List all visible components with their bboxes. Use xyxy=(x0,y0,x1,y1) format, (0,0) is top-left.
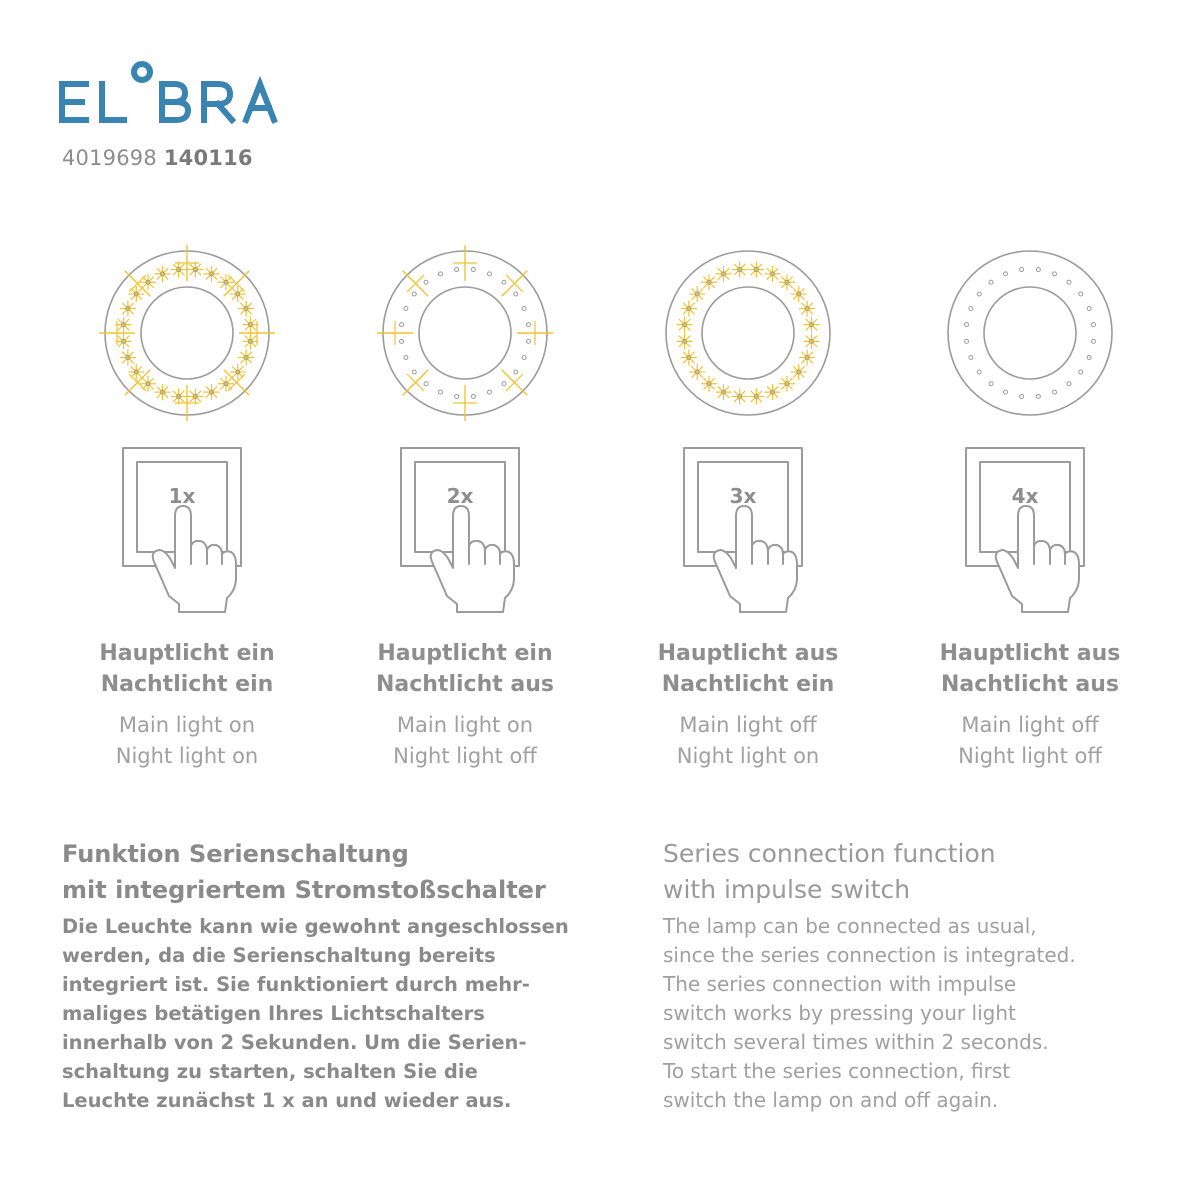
light-switch-icon xyxy=(117,446,257,616)
ceiling-lamp-icon xyxy=(935,238,1125,428)
mode-label-de xyxy=(320,638,610,700)
de-main-light: Hauptlicht ein xyxy=(99,641,275,666)
en-night-light: Night light off xyxy=(958,744,1102,768)
ean-prefix: 4019698 xyxy=(62,146,157,170)
en-main-light: Main light on xyxy=(118,713,256,737)
en-main-light: Main light off xyxy=(679,713,817,737)
press-count: 4x xyxy=(1011,484,1039,508)
ceiling-lamp-icon xyxy=(92,238,282,428)
info-german xyxy=(62,836,622,1115)
mode-label-en xyxy=(42,710,332,772)
de-main-light: Hauptlicht aus xyxy=(657,641,839,666)
mode-column-3 xyxy=(603,238,893,772)
en-night-light: Night light off xyxy=(393,744,537,768)
de-night-light: Nachtlicht aus xyxy=(375,672,555,697)
mode-column-2 xyxy=(320,238,610,772)
press-count: 3x xyxy=(729,484,757,508)
mode-label-de xyxy=(42,638,332,700)
mode-column-1 xyxy=(42,238,332,772)
light-switch-icon xyxy=(395,446,535,616)
en-main-light: Main light on xyxy=(396,713,534,737)
mode-label-en xyxy=(603,710,893,772)
info-de-title: Funktion Serienschaltung mit integriertem Stromstoßschalter xyxy=(62,840,546,904)
info-en-title: Series connection function with impulse switch xyxy=(663,839,996,904)
mode-label-de xyxy=(885,638,1175,700)
de-main-light: Hauptlicht aus xyxy=(939,641,1121,666)
light-switch-icon xyxy=(678,446,818,616)
mode-label-de xyxy=(603,638,893,700)
de-night-light: Nachtlicht aus xyxy=(940,672,1120,697)
mode-label-en xyxy=(320,710,610,772)
elobra-logo xyxy=(58,60,298,130)
mode-label-en xyxy=(885,710,1175,772)
product-codes xyxy=(62,146,253,170)
article-number: 140116 xyxy=(163,146,253,170)
press-count: 2x xyxy=(446,484,474,508)
ceiling-lamp-icon xyxy=(370,238,560,428)
en-night-light: Night light on xyxy=(676,744,820,768)
de-night-light: Nachtlicht ein xyxy=(661,672,835,697)
press-count: 1x xyxy=(168,484,196,508)
info-de-body: Die Leuchte kann wie gewohnt angeschlossen werden, da die Serienschaltung bereits integriert ist. Sie funktioniert durch mehr- maliges betätigen Ihres Lichtschalters innerhalb von 2 Sekunden. Um die Serien- schaltung zu starten, schalten Sie die Leuchte zunächst 1 x an und wieder aus. xyxy=(62,915,569,1112)
de-night-light: Nachtlicht ein xyxy=(100,672,274,697)
info-english xyxy=(663,836,1163,1115)
de-main-light: Hauptlicht ein xyxy=(377,641,553,666)
en-main-light: Main light off xyxy=(961,713,1099,737)
ceiling-lamp-icon xyxy=(653,238,843,428)
en-night-light: Night light on xyxy=(115,744,259,768)
info-en-body: The lamp can be connected as usual, since the series connection is integrated. The series connection with impulse switch works by pressing your light switch several times within 2 seconds. To start the series connection, first switch the lamp on and off again. xyxy=(663,914,1076,1112)
mode-column-4 xyxy=(885,238,1175,772)
light-switch-icon xyxy=(960,446,1100,616)
